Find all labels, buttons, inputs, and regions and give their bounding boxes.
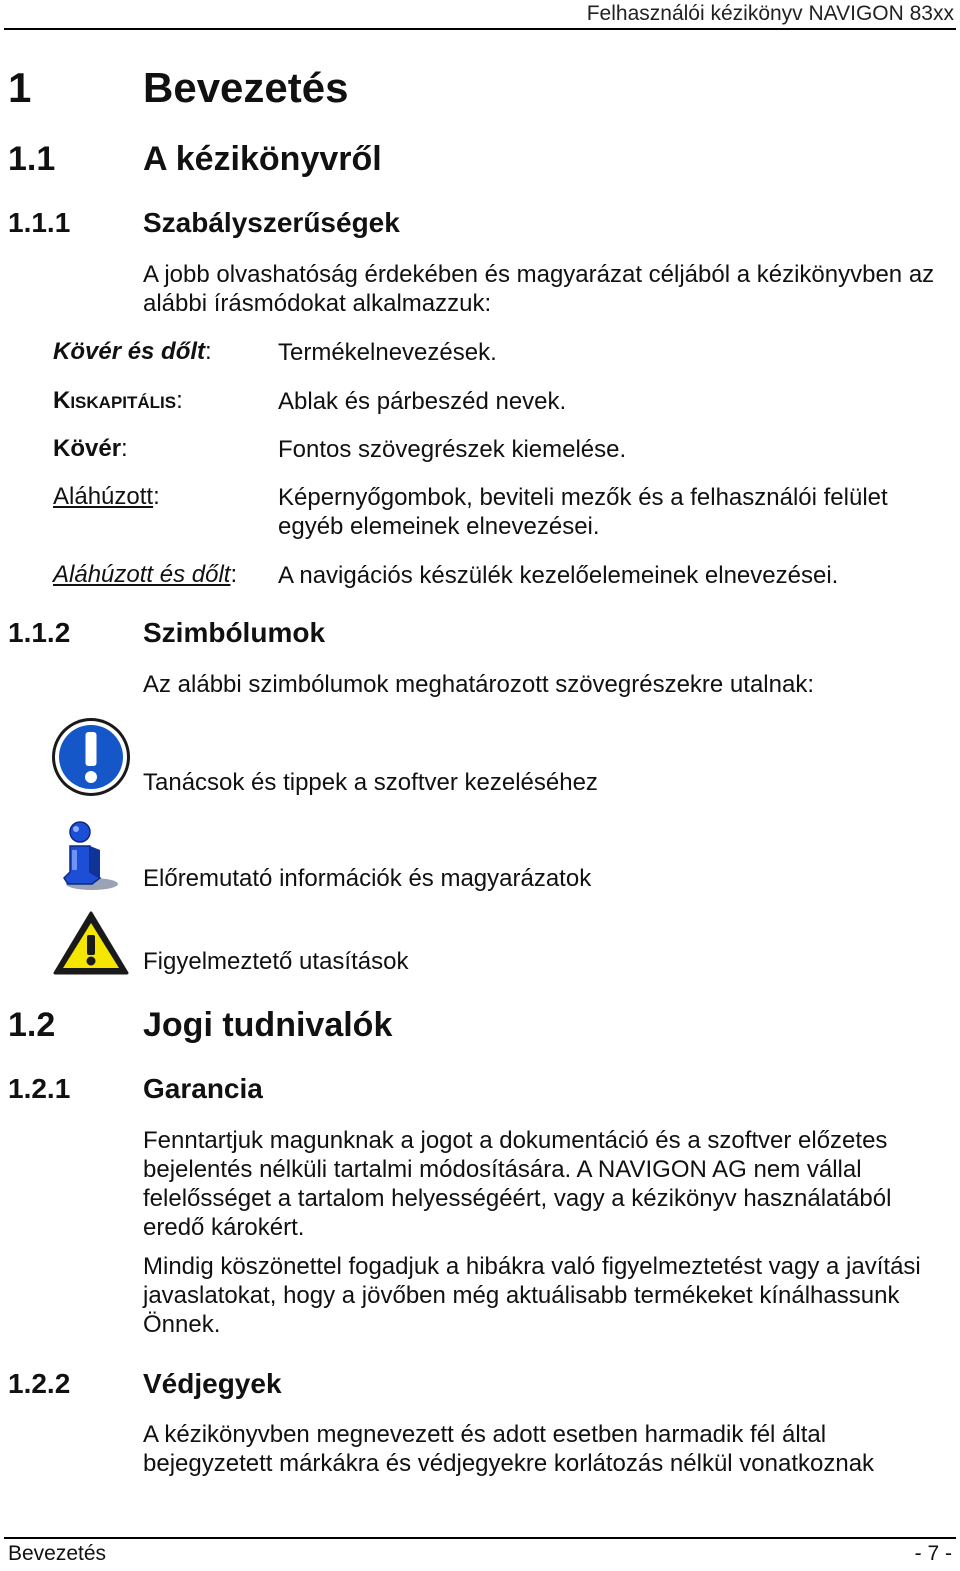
convention-desc: Termékelnevezések. bbox=[278, 339, 497, 366]
header-rule bbox=[4, 28, 956, 30]
paragraph: Mindig köszönettel fogadjuk a hibákra való figyelmeztetést vagy a javítási javaslatokat, hogy a jövőben még aktuálisabb termékeket kínálhassunk Önnek. bbox=[143, 1253, 921, 1338]
subsection-number: 1.2.2 bbox=[8, 1368, 71, 1399]
subsection-title: Védjegyek bbox=[143, 1368, 282, 1399]
subsection-title: Garancia bbox=[143, 1073, 263, 1104]
convention-term: Kövér: bbox=[53, 435, 128, 462]
exclamation-icon bbox=[50, 716, 132, 798]
section-title: Jogi tudnivalók bbox=[143, 1006, 393, 1044]
symbols-intro: Az alábbi szimbólumok meghatározott szövegrészekre utalnak: bbox=[143, 671, 814, 698]
running-header: Felhasználói kézikönyv NAVIGON 83xx bbox=[586, 2, 954, 25]
symbol-text: Előremutató információk és magyarázatok bbox=[143, 865, 592, 892]
convention-desc: Képernyőgombok, beviteli mezők és a felhasználói felület egyéb elemeinek elnevezései. bbox=[278, 484, 888, 540]
convention-desc: A navigációs készülék kezelőelemeinek elnevezései. bbox=[278, 562, 839, 589]
footer-rule bbox=[4, 1537, 956, 1539]
info-figure-icon bbox=[56, 820, 120, 892]
convention-term: Kövér és dőlt: bbox=[53, 338, 212, 365]
section-title: A kézikönyvről bbox=[143, 140, 382, 178]
convention-term: Aláhúzott és dőlt: bbox=[53, 561, 238, 588]
subsection-number: 1.1.1 bbox=[8, 207, 71, 238]
subsection-number: 1.2.1 bbox=[8, 1073, 71, 1104]
convention-desc: Fontos szövegrészek kiemelése. bbox=[278, 436, 627, 463]
paragraph: Fenntartjuk magunknak a jogot a dokumentáció és a szoftver előzetes bejelentés nélküli tartalmi módosítására. A NAVIGON AG nem vállal felelősséget a tartalom helyességéért, vagy a kézikönyv használatából eredő károkért. bbox=[143, 1127, 892, 1241]
conventions-intro: A jobb olvashatóság érdekében és magyarázat céljából a kézikönyvben az alábbi írásmódokat alkalmazzuk: bbox=[143, 261, 935, 317]
subsection-title: Szimbólumok bbox=[143, 617, 326, 648]
page-number: - 7 - bbox=[914, 1542, 952, 1565]
convention-term: Aláhúzott: bbox=[53, 483, 160, 510]
symbol-text: Figyelmeztető utasítások bbox=[143, 948, 409, 975]
footer-chapter: Bevezetés bbox=[8, 1542, 107, 1565]
subsection-number: 1.1.2 bbox=[8, 617, 71, 648]
symbol-text: Tanácsok és tippek a szoftver kezeléséhez bbox=[143, 769, 598, 796]
subsection-title: Szabályszerűségek bbox=[143, 207, 400, 238]
section-number: 1.2 bbox=[8, 1006, 56, 1044]
warning-triangle-icon bbox=[52, 910, 130, 976]
chapter-title: Bevezetés bbox=[143, 64, 349, 111]
convention-desc: Ablak és párbeszéd nevek. bbox=[278, 388, 567, 415]
convention-term: Kiskapitális: bbox=[53, 387, 183, 414]
section-number: 1.1 bbox=[8, 140, 56, 178]
paragraph: A kézikönyvben megnevezett és adott esetben harmadik fél által bejegyzetett márkákra és védjegyekre korlátozás nélkül vonatkoznak bbox=[143, 1421, 875, 1477]
chapter-number: 1 bbox=[8, 64, 32, 111]
